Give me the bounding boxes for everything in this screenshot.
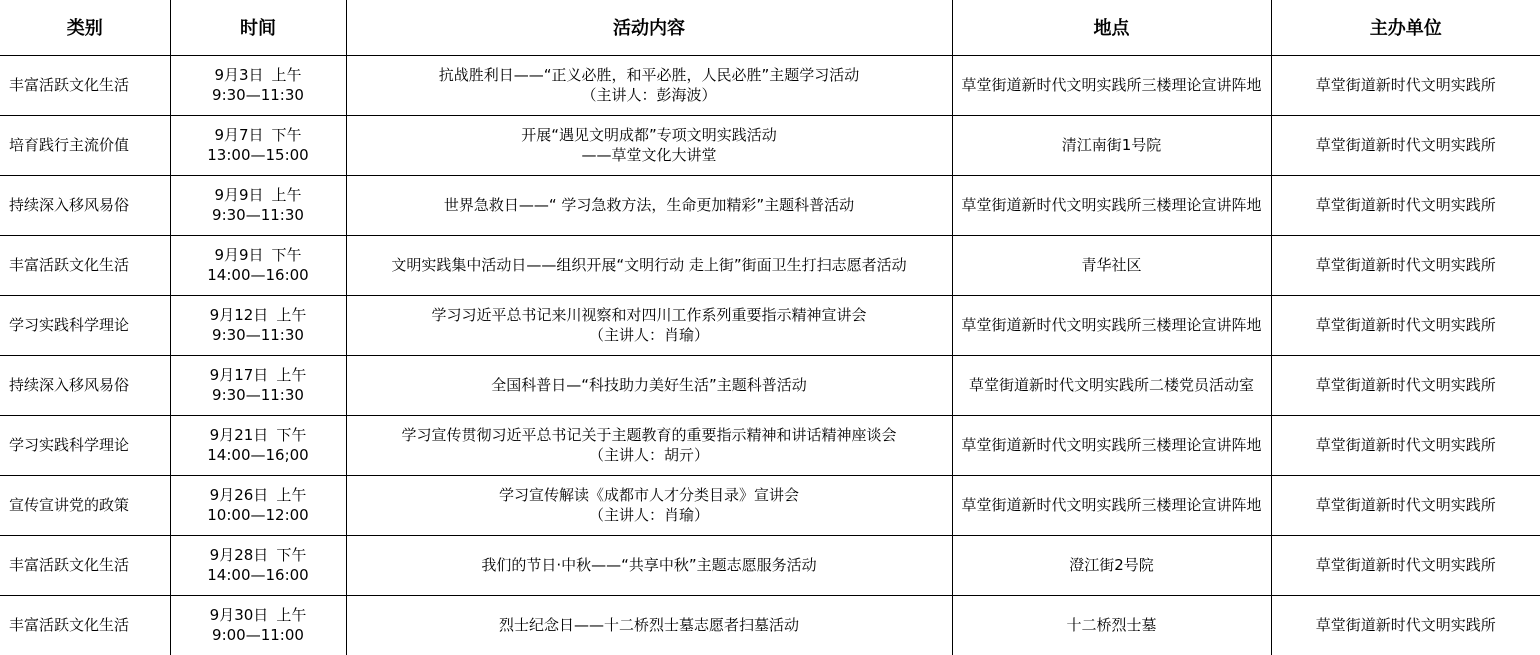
period-text: 下午 bbox=[271, 126, 302, 144]
organizer-cell: 草堂街道新时代文明实践所 bbox=[1271, 175, 1540, 235]
time-cell bbox=[170, 355, 346, 415]
header-organizer: 主办单位 bbox=[1271, 0, 1540, 55]
hours-text: 14:00—16:00 bbox=[207, 266, 309, 284]
activity-content-cell bbox=[346, 235, 952, 295]
period-text: 上午 bbox=[271, 186, 302, 204]
table-row bbox=[0, 535, 1540, 595]
category-cell: 丰富活跃文化生活 bbox=[0, 55, 170, 115]
content-line2: （主讲人：肖瑜） bbox=[588, 506, 709, 524]
table-row bbox=[0, 175, 1540, 235]
table-body bbox=[0, 55, 1540, 655]
category-cell: 宣传宣讲党的政策 bbox=[0, 475, 170, 535]
date-text: 9月9日 bbox=[214, 186, 264, 204]
header-time: 时间 bbox=[170, 0, 346, 55]
date-text: 9月12日 bbox=[209, 306, 269, 324]
content-line1: 学习习近平总书记来川视察和对四川工作系列重要指示精神宣讲会 bbox=[431, 306, 867, 324]
date-text: 9月30日 bbox=[209, 606, 269, 625]
hours-text: 14:00—16:00 bbox=[207, 566, 309, 584]
content-line2: （主讲人：彭海波） bbox=[581, 86, 717, 104]
table-row bbox=[0, 55, 1540, 115]
organizer-cell: 草堂街道新时代文明实践所 bbox=[1271, 55, 1540, 115]
period-text: 下午 bbox=[276, 546, 307, 564]
date-text: 9月9日 bbox=[214, 246, 264, 264]
content-line1: 学习宣传贯彻习近平总书记关于主题教育的重要指示精神和讲话精神座谈会 bbox=[401, 426, 897, 444]
organizer-cell: 草堂街道新时代文明实践所 bbox=[1271, 595, 1540, 655]
hours-text: 13:00—15:00 bbox=[207, 146, 309, 164]
content-line1: 学习宣传解读《成都市人才分类目录》宣讲会 bbox=[498, 486, 799, 504]
location-cell: 草堂街道新时代文明实践所三楼理论宣讲阵地 bbox=[952, 55, 1271, 115]
location-cell: 十二桥烈士墓 bbox=[952, 595, 1271, 655]
period-text: 上午 bbox=[276, 306, 307, 324]
category-cell: 培育践行主流价值 bbox=[0, 115, 170, 175]
content-line1: 文明实践集中活动日——组织开展“文明行动 走上街”街面卫生打扫志愿者活动 bbox=[391, 256, 907, 274]
organizer-cell: 草堂街道新时代文明实践所 bbox=[1271, 295, 1540, 355]
period-text: 上午 bbox=[276, 366, 307, 384]
header-activity-content: 活动内容 bbox=[346, 0, 952, 55]
location-cell: 草堂街道新时代文明实践所三楼理论宣讲阵地 bbox=[952, 475, 1271, 535]
time-cell bbox=[170, 115, 346, 175]
time-cell bbox=[170, 595, 346, 655]
organizer-cell: 草堂街道新时代文明实践所 bbox=[1271, 235, 1540, 295]
content-line2: （主讲人：胡亓） bbox=[588, 446, 709, 464]
content-line1: 世界急救日——“ 学习急救方法，生命更加精彩”主题科普活动 bbox=[443, 196, 855, 214]
time-cell bbox=[170, 535, 346, 595]
table-row bbox=[0, 235, 1540, 295]
category-cell: 丰富活跃文化生活 bbox=[0, 535, 170, 595]
date-line bbox=[173, 545, 344, 565]
activity-content-cell bbox=[346, 295, 952, 355]
content-line2: ——草堂文化大讲堂 bbox=[581, 146, 717, 164]
table-row bbox=[0, 295, 1540, 355]
date-line bbox=[173, 485, 344, 505]
time-cell bbox=[170, 415, 346, 475]
date-line bbox=[173, 125, 344, 145]
activity-content-cell bbox=[346, 175, 952, 235]
location-cell: 清江南街1号院 bbox=[952, 115, 1271, 175]
header-category: 类别 bbox=[0, 0, 170, 55]
date-text: 9月7日 bbox=[214, 126, 264, 144]
organizer-cell: 草堂街道新时代文明实践所 bbox=[1271, 475, 1540, 535]
time-cell bbox=[170, 295, 346, 355]
category-cell: 丰富活跃文化生活 bbox=[0, 235, 170, 295]
location-cell: 草堂街道新时代文明实践所三楼理论宣讲阵地 bbox=[952, 175, 1271, 235]
date-text: 9月26日 bbox=[209, 486, 269, 504]
content-line1: 全国科普日—“科技助力美好生活”主题科普活动 bbox=[491, 376, 807, 394]
table-header bbox=[0, 0, 1540, 55]
hours-text: 9:30—11:30 bbox=[212, 206, 304, 224]
date-line bbox=[173, 365, 344, 385]
date-line bbox=[173, 245, 344, 265]
location-cell: 草堂街道新时代文明实践所三楼理论宣讲阵地 bbox=[952, 415, 1271, 475]
organizer-cell: 草堂街道新时代文明实践所 bbox=[1271, 115, 1540, 175]
date-text: 9月3日 bbox=[214, 66, 264, 84]
organizer-cell: 草堂街道新时代文明实践所 bbox=[1271, 535, 1540, 595]
time-cell bbox=[170, 55, 346, 115]
organizer-cell: 草堂街道新时代文明实践所 bbox=[1271, 415, 1540, 475]
header-location: 地点 bbox=[952, 0, 1271, 55]
date-line bbox=[173, 65, 344, 85]
date-text: 9月17日 bbox=[209, 366, 269, 384]
content-line1: 烈士纪念日——十二桥烈士墓志愿者扫墓活动 bbox=[498, 616, 799, 635]
category-cell: 学习实践科学理论 bbox=[0, 415, 170, 475]
time-cell bbox=[170, 175, 346, 235]
period-text: 上午 bbox=[271, 66, 302, 84]
location-cell: 草堂街道新时代文明实践所二楼党员活动室 bbox=[952, 355, 1271, 415]
date-text: 9月21日 bbox=[209, 426, 269, 444]
location-cell: 澄江街2号院 bbox=[952, 535, 1271, 595]
period-text: 上午 bbox=[276, 606, 307, 625]
header-row bbox=[0, 0, 1540, 55]
table-row bbox=[0, 415, 1540, 475]
table-row bbox=[0, 115, 1540, 175]
content-line1: 开展“遇见文明成都”专项文明实践活动 bbox=[521, 126, 777, 144]
organizer-cell: 草堂街道新时代文明实践所 bbox=[1271, 355, 1540, 415]
period-text: 下午 bbox=[271, 246, 302, 264]
date-line bbox=[173, 425, 344, 445]
activity-content-cell bbox=[346, 115, 952, 175]
activity-content-cell bbox=[346, 55, 952, 115]
category-cell: 持续深入移风易俗 bbox=[0, 175, 170, 235]
category-cell: 学习实践科学理论 bbox=[0, 295, 170, 355]
hours-text: 9:30—11:30 bbox=[212, 386, 304, 404]
period-text: 上午 bbox=[276, 486, 307, 504]
table-row bbox=[0, 595, 1540, 655]
time-cell bbox=[170, 475, 346, 535]
table-row bbox=[0, 475, 1540, 535]
activity-content-cell bbox=[346, 475, 952, 535]
period-text: 下午 bbox=[276, 426, 307, 444]
hours-text: 9:30—11:30 bbox=[212, 86, 304, 104]
date-text: 9月28日 bbox=[209, 546, 269, 564]
hours-text: 14:00—16;00 bbox=[207, 446, 309, 464]
date-line bbox=[173, 185, 344, 205]
hours-text: 9:00—11:00 bbox=[212, 626, 304, 645]
activity-content-cell bbox=[346, 415, 952, 475]
activity-content-cell bbox=[346, 595, 952, 655]
activity-content-cell bbox=[346, 535, 952, 595]
content-line1: 我们的节日·中秋——“共享中秋”主题志愿服务活动 bbox=[481, 556, 817, 574]
hours-text: 10:00—12:00 bbox=[207, 506, 309, 524]
time-cell bbox=[170, 235, 346, 295]
date-line bbox=[173, 605, 344, 625]
table-row bbox=[0, 355, 1540, 415]
content-line1: 抗战胜利日——“正义必胜，和平必胜，人民必胜”主题学习活动 bbox=[438, 66, 860, 84]
activity-content-cell bbox=[346, 355, 952, 415]
content-line2: （主讲人：肖瑜） bbox=[588, 326, 709, 344]
category-cell: 丰富活跃文化生活 bbox=[0, 595, 170, 655]
location-cell: 青华社区 bbox=[952, 235, 1271, 295]
location-cell: 草堂街道新时代文明实践所三楼理论宣讲阵地 bbox=[952, 295, 1271, 355]
date-line bbox=[173, 305, 344, 325]
hours-text: 9:30—11:30 bbox=[212, 326, 304, 344]
category-cell: 持续深入移风易俗 bbox=[0, 355, 170, 415]
